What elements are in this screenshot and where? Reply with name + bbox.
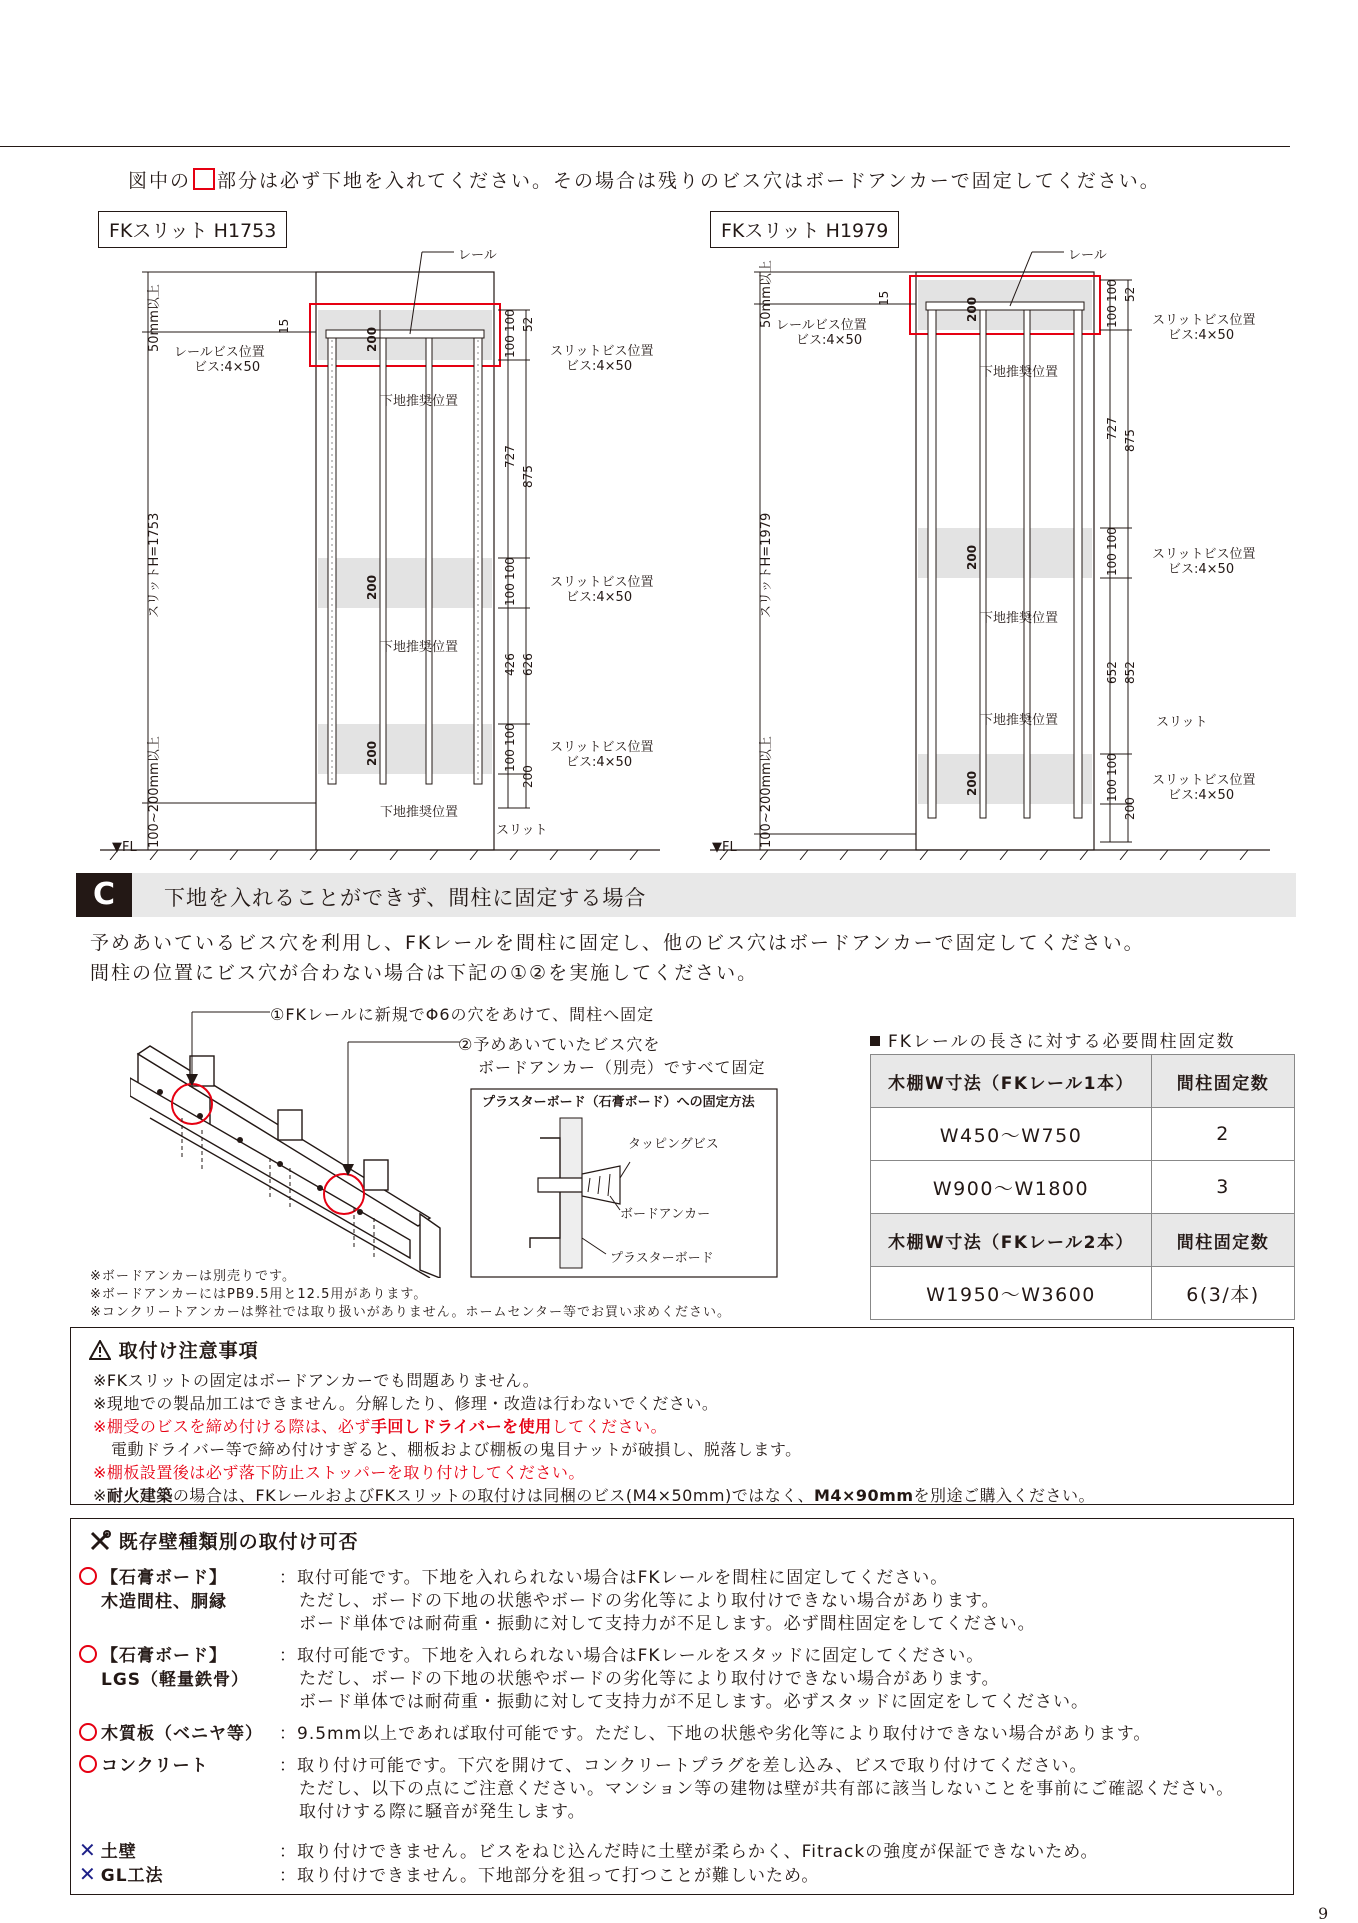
svg-text:100: 100: [1105, 553, 1119, 576]
wall-types-box: 既存壁種類別の取付け可否 【石膏ボード】 木造間柱、胴縁 ：取付可能です。下地を入れられない場合はFKレールを間柱に固定してください。 ただし、ボードの下地の状態やボードの劣化等により取付けできない場合があります。 ボード単体では耐荷重・振動に対して支持力が不足します。必ず間柱固定をしてください。 【石膏ボード】 LGS（軽量鉄骨） ：取付可能です。下地を入れられない場合はFKレールをスタッドに固定してください。 ただし、ボードの下地の状態やボードの劣化等により取付けできない場合があります。 ボード単体では耐荷重・振動に対して支持力が不足します。必ずスタッドに固定をしてください。 木質板（ベニヤ等） ：9.5mm以上であれば取付可能です。ただし、下地の状態や劣化等により取付けできない場合があります。 コンクリート ：取り付け可能です。下穴を開けて、コンクリートプラグを差し込み、ビスで取り付けてください。 ただし、以下の点にご注意ください。マンション等の建物は壁が共有部に該当しないことを事前にご確認ください。 取付けする際に騒音が発生します。 ✕ 土壁 ：取り付けできません。ビスをねじ込んだ時に土壁が柔らかく、Fitrackの強度が保証できないため。 ✕ GL工法 ：取り付けできません。下地部分を狙って打つことが難しいため。: [70, 1518, 1294, 1895]
tools-icon: [89, 1530, 111, 1552]
svg-text:下地推奨位置: 下地推奨位置: [980, 365, 1059, 380]
svg-text:727: 727: [503, 445, 517, 468]
svg-text:タッピングビス: タッピングビス: [628, 1137, 719, 1152]
svg-text:100: 100: [503, 749, 517, 772]
svg-text:652: 652: [1105, 661, 1119, 684]
svg-text:ビス:4×50: ビス:4×50: [1168, 562, 1235, 577]
svg-text:100: 100: [1105, 779, 1119, 802]
stud-count-table: [870, 1054, 1295, 1320]
svg-text:レールビス位置: レールビス位置: [776, 318, 867, 333]
svg-text:852: 852: [1123, 661, 1137, 684]
wall-types-title: 既存壁種類別の取付け可否: [118, 1531, 359, 1553]
caution-title: 取付け注意事項: [118, 1340, 259, 1362]
svg-text:スリットビス位置: スリットビス位置: [1152, 547, 1256, 562]
svg-text:100: 100: [1105, 753, 1119, 776]
annotation-2a: ②予めあいていたビス穴を: [458, 1035, 661, 1054]
ok-circle-icon: [79, 1645, 97, 1663]
svg-text:100: 100: [1105, 527, 1119, 550]
svg-text:スリット: スリット: [1156, 715, 1208, 730]
note-1: ※ボードアンカーは別売りです。: [90, 1269, 296, 1284]
svg-text:プラスターボード（石膏ボード）への固定方法: プラスターボード（石膏ボード）への固定方法: [482, 1095, 755, 1110]
svg-text:875: 875: [1123, 429, 1137, 452]
diagram-right: [700, 248, 1290, 860]
svg-text:100: 100: [1105, 279, 1119, 302]
svg-text:ビス:4×50: ビス:4×50: [194, 360, 261, 375]
section-title: 下地を入れることができず、間柱に固定する場合: [164, 886, 647, 910]
figure-label-left: FKスリット H1753: [98, 211, 287, 248]
svg-text:下地推奨位置: 下地推奨位置: [980, 713, 1059, 728]
svg-text:200: 200: [521, 765, 535, 788]
note-2: ※ボードアンカーにはPB9.5用と12.5用があります。: [90, 1287, 428, 1302]
annotation-1: ①FKレールに新規でΦ6の穴をあけて、間柱へ固定: [270, 1005, 655, 1024]
svg-text:スリットH=1979: スリットH=1979: [759, 512, 774, 618]
svg-text:ボードアンカー: ボードアンカー: [620, 1207, 711, 1222]
figure-label-right: FKスリット H1979: [710, 211, 899, 248]
table-row: 木棚W寸法（FKレール1本） 間柱固定数: [871, 1055, 1295, 1108]
intro-text: 図中の 部分は必ず下地を入れてください。その場合は残りのビス穴はボードアンカーで固定してください。: [128, 170, 1161, 192]
plaster-board-detail: [470, 1088, 780, 1280]
svg-text:200: 200: [965, 544, 979, 570]
svg-text:100: 100: [1105, 305, 1119, 328]
section-badge: C: [76, 873, 132, 917]
table-row: W1950～W3600 6(3/本): [871, 1267, 1295, 1320]
svg-text:スリットビス位置: スリットビス位置: [1152, 313, 1256, 328]
svg-text:100: 100: [503, 557, 517, 580]
annotation-2b: ボードアンカー（別売）ですべて固定: [478, 1058, 766, 1077]
svg-text:ビス:4×50: ビス:4×50: [796, 333, 863, 348]
table-row: W450～W750 2: [871, 1108, 1295, 1161]
svg-text:下地推奨位置: 下地推奨位置: [380, 394, 459, 409]
svg-text:727: 727: [1105, 417, 1119, 440]
svg-text:200: 200: [365, 326, 379, 352]
section-c-description: 予めあいているビス穴を利用し、FKレールを間柱に固定し、他のビス穴はボードアンカーで固定してください。 間柱の位置にビス穴が合わない場合は下記の①②を実施してください。: [90, 932, 1145, 984]
svg-text:プラスターボード: プラスターボード: [610, 1251, 714, 1266]
rail-stud-illustration: [130, 1008, 470, 1278]
svg-text:15: 15: [877, 290, 891, 306]
svg-text:100~200mm以上: 100~200mm以上: [759, 736, 774, 848]
svg-text:スリットH=1753: スリットH=1753: [147, 512, 162, 618]
svg-text:ビス:4×50: ビス:4×50: [1168, 328, 1235, 343]
svg-text:▼FL: ▼FL: [112, 840, 137, 855]
svg-text:100: 100: [503, 309, 517, 332]
svg-text:▼FL: ▼FL: [712, 840, 737, 855]
square-bullet-icon: [870, 1036, 880, 1046]
page-number: 9: [1318, 1904, 1329, 1923]
caution-box: 取付け注意事項 ※FKスリットの固定はボードアンカーでも問題ありません。 ※現地での製品加工はできません。分解したり、修理・改造は行わないでください。 ※棚受のビスを締め付ける際は、必ず手回しドライバーを使用してください。 電動ドライバー等で締め付けすぎると、棚板および棚板の鬼目ナットが破損し、脱落します。 ※棚板設置後は必ず落下防止ストッパーを取り付けしてください。 ※耐火建築の場合は、FKレールおよびFKスリットの取付けは同梱のビス(M4×50mm)ではなく、M4×90mmを別途ご購入ください。: [70, 1327, 1294, 1505]
red-box-icon: [193, 168, 215, 190]
svg-text:スリット: スリット: [496, 823, 548, 838]
svg-text:200: 200: [365, 574, 379, 600]
svg-text:200: 200: [965, 770, 979, 796]
table-row: W900～W1800 3: [871, 1161, 1295, 1214]
ok-circle-icon: [79, 1755, 97, 1773]
table-row: 木棚W寸法（FKレール2本） 間柱固定数: [871, 1214, 1295, 1267]
svg-text:52: 52: [521, 316, 535, 332]
ok-circle-icon: [79, 1723, 97, 1741]
svg-text:スリットビス位置: スリットビス位置: [1152, 773, 1256, 788]
svg-text:スリットビス位置: スリットビス位置: [550, 344, 654, 359]
svg-text:下地推奨位置: 下地推奨位置: [380, 805, 459, 820]
ng-cross-icon: ✕: [79, 1862, 97, 1886]
svg-text:スリットビス位置: スリットビス位置: [550, 740, 654, 755]
svg-text:100: 100: [503, 583, 517, 606]
svg-text:15: 15: [277, 318, 291, 334]
svg-text:スリットビス位置: スリットビス位置: [550, 575, 654, 590]
svg-text:下地推奨位置: 下地推奨位置: [980, 611, 1059, 626]
section-c-header: [76, 873, 1296, 917]
svg-text:下地推奨位置: 下地推奨位置: [380, 640, 459, 655]
svg-text:200: 200: [965, 296, 979, 322]
ok-circle-icon: [79, 1567, 97, 1585]
warning-icon: [89, 1340, 111, 1360]
svg-text:50mm以上: 50mm以上: [759, 260, 774, 328]
svg-text:ビス:4×50: ビス:4×50: [566, 590, 633, 605]
svg-text:50mm以上: 50mm以上: [147, 284, 162, 352]
svg-text:レール: レール: [458, 248, 497, 263]
svg-text:100: 100: [503, 335, 517, 358]
svg-text:626: 626: [521, 653, 535, 676]
top-rule: [0, 146, 1290, 147]
svg-text:875: 875: [521, 465, 535, 488]
svg-text:ビス:4×50: ビス:4×50: [1168, 788, 1235, 803]
svg-text:200: 200: [365, 740, 379, 766]
svg-text:100~200mm以上: 100~200mm以上: [147, 736, 162, 848]
ng-cross-icon: ✕: [79, 1838, 97, 1862]
diagram-left: [90, 248, 670, 860]
svg-text:レール: レール: [1068, 248, 1107, 263]
note-3: ※コンクリートアンカーは弊社では取り扱いがありません。ホームセンター等でお買い求めください。: [90, 1305, 731, 1320]
svg-text:200: 200: [1123, 797, 1137, 820]
svg-text:ビス:4×50: ビス:4×50: [566, 359, 633, 374]
svg-text:100: 100: [503, 723, 517, 746]
table-title: FKレールの長さに対する必要間柱固定数: [870, 1027, 1236, 1052]
svg-text:レールビス位置: レールビス位置: [174, 345, 265, 360]
svg-text:52: 52: [1123, 286, 1137, 302]
svg-text:426: 426: [503, 653, 517, 676]
svg-text:ビス:4×50: ビス:4×50: [566, 755, 633, 770]
